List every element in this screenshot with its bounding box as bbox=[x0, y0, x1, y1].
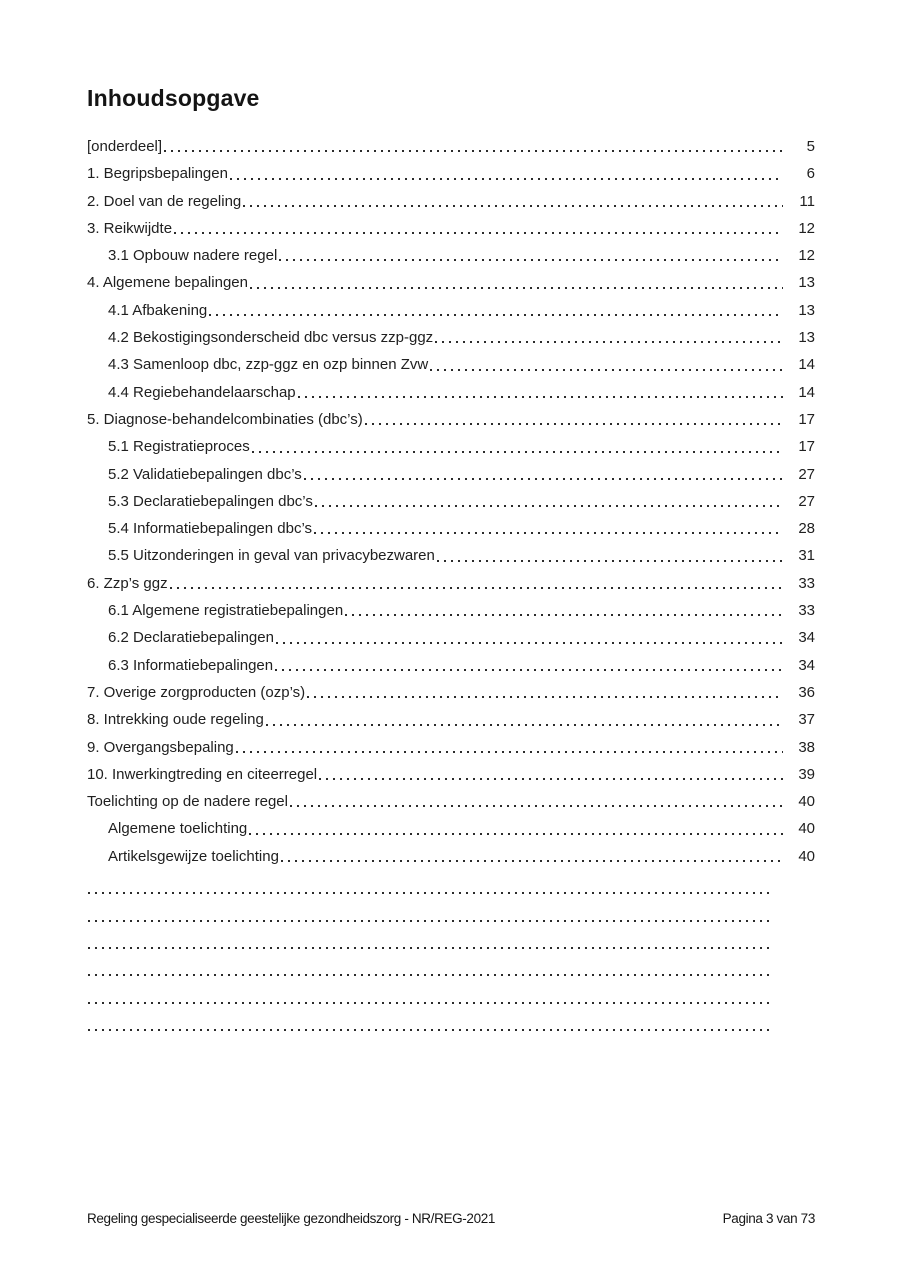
toc-page-number: 37 bbox=[798, 711, 815, 729]
toc-dot-leader bbox=[229, 160, 785, 187]
toc-page-number: 17 bbox=[798, 438, 815, 456]
toc-row bbox=[87, 515, 815, 542]
toc-dot-leader bbox=[173, 215, 785, 242]
toc-entry-label: 4.2 Bekostigingsonderscheid dbc versus zzp-ggz bbox=[108, 329, 434, 347]
toc-row bbox=[87, 679, 815, 706]
toc-page-number: 27 bbox=[798, 465, 815, 483]
toc-entry-label: 5.1 Registratieproces bbox=[108, 438, 250, 456]
dotted-row bbox=[87, 957, 770, 984]
toc-entry-label: 6.2 Declaratiebepalingen bbox=[108, 629, 274, 647]
toc-page-number: 13 bbox=[798, 301, 815, 319]
toc-row bbox=[87, 242, 815, 269]
toc-dot-leader bbox=[297, 379, 785, 406]
toc-page-number: 34 bbox=[798, 629, 815, 647]
toc-entry-label: 4.3 Samenloop dbc, zzp-ggz en ozp binnen Zvw bbox=[108, 356, 429, 374]
toc-row bbox=[87, 324, 815, 351]
toc-dot-leader bbox=[434, 324, 785, 351]
toc-page-number: 13 bbox=[798, 329, 815, 347]
toc-entry-label: 5.2 Validatiebepalingen dbc’s bbox=[108, 465, 302, 483]
toc-row bbox=[87, 542, 815, 569]
toc-row bbox=[87, 160, 815, 187]
page-title: Inhoudsopgave bbox=[87, 85, 260, 111]
toc-page-number: 39 bbox=[798, 765, 815, 783]
toc-entry-label: 5. Diagnose-behandelcombinaties (dbc’s) bbox=[87, 410, 363, 428]
toc-page-number: 17 bbox=[798, 410, 815, 428]
toc-page-number: 33 bbox=[798, 574, 815, 592]
toc-row bbox=[87, 406, 815, 433]
toc-row bbox=[87, 461, 815, 488]
toc-row bbox=[87, 761, 815, 788]
dotted-row bbox=[87, 902, 770, 929]
toc-page-number: 14 bbox=[798, 383, 815, 401]
toc-page-number: 12 bbox=[798, 219, 815, 237]
toc-dot-leader bbox=[278, 242, 785, 269]
toc-dot-leader bbox=[314, 488, 785, 515]
toc-entry-label: 7. Overige zorgproducten (ozp’s) bbox=[87, 683, 306, 701]
toc-entry-label: 3.1 Opbouw nadere regel bbox=[108, 247, 278, 265]
toc-row bbox=[87, 488, 815, 515]
toc-row bbox=[87, 843, 815, 870]
toc-row bbox=[87, 570, 815, 597]
toc-dot-leader bbox=[169, 570, 785, 597]
toc-dot-leader bbox=[303, 461, 785, 488]
toc-dot-leader bbox=[289, 788, 785, 815]
toc-entry-label: 6.1 Algemene registratiebepalingen bbox=[108, 602, 344, 620]
toc-dot-leader bbox=[275, 624, 785, 651]
toc-page-number: 5 bbox=[806, 138, 815, 155]
toc-row bbox=[87, 815, 815, 842]
toc-entry-label: 8. Intrekking oude regeling bbox=[87, 711, 264, 729]
dotted-row bbox=[87, 984, 770, 1011]
dotted-row bbox=[87, 930, 770, 957]
toc-page-number: 40 bbox=[798, 793, 815, 811]
toc-entry-label: 5.3 Declaratiebepalingen dbc’s bbox=[108, 492, 313, 510]
footer-document-title: Regeling gespecialiseerde geestelijke gezondheidszorg - NR/REG-2021 bbox=[87, 1211, 496, 1226]
toc-list bbox=[87, 133, 815, 870]
toc-dot-leader bbox=[249, 269, 785, 296]
toc-page-number: 38 bbox=[798, 738, 815, 756]
toc-entry-label: 6. Zzp’s ggz bbox=[87, 574, 168, 592]
toc-row bbox=[87, 297, 815, 324]
toc-entry-label: 3. Reikwijdte bbox=[87, 219, 173, 237]
toc-dot-leader bbox=[274, 652, 785, 679]
toc-dot-leader bbox=[429, 351, 785, 378]
toc-page-number: 40 bbox=[798, 847, 815, 865]
toc-page-number: 36 bbox=[798, 683, 815, 701]
toc-entry-label: 5.4 Informatiebepalingen dbc’s bbox=[108, 520, 313, 538]
toc-row bbox=[87, 597, 815, 624]
toc-row bbox=[87, 351, 815, 378]
footer bbox=[87, 1211, 815, 1226]
toc-dot-leader bbox=[163, 133, 785, 160]
toc-page-number: 28 bbox=[798, 520, 815, 538]
dotted-row bbox=[87, 1012, 770, 1039]
toc-page-number: 33 bbox=[798, 602, 815, 620]
toc-entry-label: Algemene toelichting bbox=[108, 820, 248, 838]
toc-page-number: 40 bbox=[798, 820, 815, 838]
toc-row bbox=[87, 379, 815, 406]
empty-dotted-lines bbox=[87, 875, 815, 1039]
toc-row bbox=[87, 734, 815, 761]
toc-row bbox=[87, 269, 815, 296]
toc-entry-label: 4.4 Regiebehandelaarschap bbox=[108, 383, 296, 401]
dotted-row bbox=[87, 875, 770, 902]
toc-row bbox=[87, 706, 815, 733]
toc-dot-leader bbox=[364, 406, 785, 433]
toc-row bbox=[87, 624, 815, 651]
toc-row bbox=[87, 133, 815, 160]
toc-entry-label: Toelichting op de nadere regel bbox=[87, 793, 288, 811]
toc-entry-label: Artikelsgewijze toelichting bbox=[108, 847, 279, 865]
footer-page-indicator: Pagina 3 van 73 bbox=[722, 1211, 815, 1226]
toc-entry-label: 4. Algemene bepalingen bbox=[87, 274, 248, 292]
toc-row bbox=[87, 433, 815, 460]
toc-dot-leader bbox=[208, 297, 785, 324]
toc-dot-leader bbox=[313, 515, 785, 542]
toc-page-number: 12 bbox=[798, 247, 815, 265]
toc-dot-leader bbox=[436, 542, 785, 569]
toc-row bbox=[87, 215, 815, 242]
toc-entry-label: [onderdeel] bbox=[87, 138, 163, 155]
toc-dot-leader bbox=[248, 815, 785, 842]
toc-dot-leader bbox=[344, 597, 785, 624]
toc-entry-label: 2. Doel van de regeling bbox=[87, 192, 242, 210]
toc-page-number: 6 bbox=[806, 165, 815, 183]
toc-page-number: 14 bbox=[798, 356, 815, 374]
toc-page-number: 31 bbox=[798, 547, 815, 565]
toc-page-number: 13 bbox=[798, 274, 815, 292]
toc-dot-leader bbox=[265, 706, 785, 733]
toc-dot-leader bbox=[251, 433, 785, 460]
toc-entry-label: 9. Overgangsbepaling bbox=[87, 738, 234, 756]
toc-dot-leader bbox=[318, 761, 785, 788]
toc-entry-label: 10. Inwerkingtreding en citeerregel bbox=[87, 765, 318, 783]
toc-entry-label: 6.3 Informatiebepalingen bbox=[108, 656, 274, 674]
toc-dot-leader bbox=[306, 679, 785, 706]
toc-entry-label: 5.5 Uitzonderingen in geval van privacybezwaren bbox=[108, 547, 435, 565]
toc-page-number: 11 bbox=[799, 192, 815, 210]
toc-row bbox=[87, 652, 815, 679]
toc-page-number: 34 bbox=[798, 656, 815, 674]
toc-entry-label: 4.1 Afbakening bbox=[108, 301, 208, 319]
toc-page-number: 27 bbox=[798, 492, 815, 510]
toc-row bbox=[87, 788, 815, 815]
toc-dot-leader bbox=[280, 843, 785, 870]
toc-dot-leader bbox=[242, 188, 785, 215]
toc-entry-label: 1. Begripsbepalingen bbox=[87, 165, 228, 183]
toc-row bbox=[87, 188, 815, 215]
toc-dot-leader bbox=[235, 734, 785, 761]
